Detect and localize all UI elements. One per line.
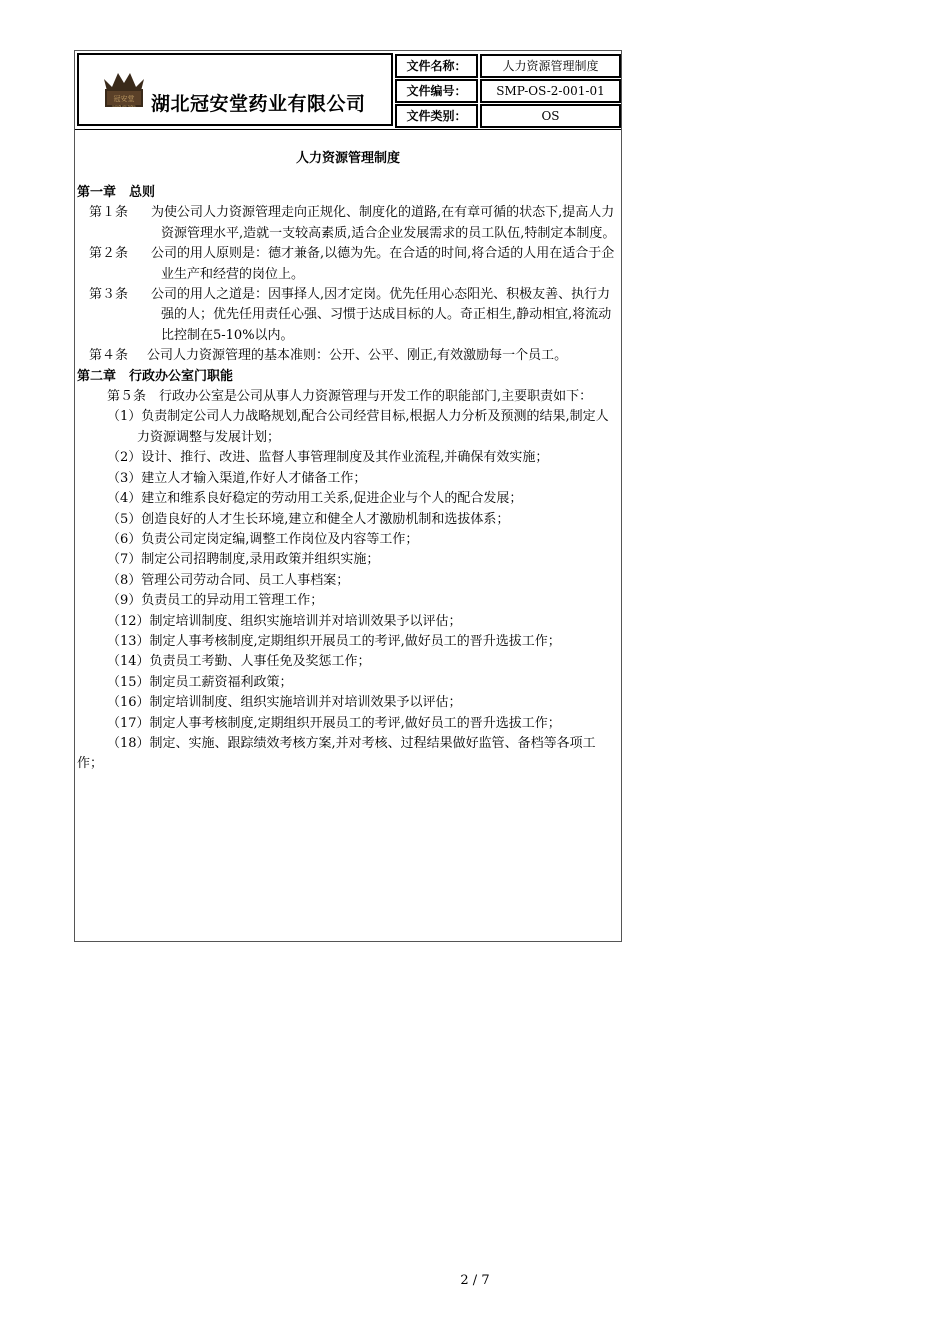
duty-item: （14）负责员工考勤、人事任免及奖惩工作； (107, 654, 371, 670)
logo-text: 冠安堂 (113, 95, 135, 103)
duty-item: （13）制定人事考核制度,定期组织开展员工的考评,做好员工的晋升选拔工作； (107, 633, 561, 649)
article-text: 公司人力资源管理的基本准则：公开、公平、刚正,有效激励每一个员工。 (147, 348, 568, 364)
document-body (77, 183, 621, 775)
company-logo-cell (77, 53, 393, 126)
chapter-heading-2: 第二章 行政办公室门职能 (77, 368, 234, 384)
meta-row-name (395, 54, 621, 78)
logo-subtext: GUAN AN TANG (112, 104, 136, 108)
meta-label-name: 文件名称： (395, 54, 478, 78)
article-label: 第３条 (89, 287, 129, 303)
duty-item: （7）制定公司招聘制度,录用政策并组织实施； (107, 552, 380, 568)
duty-list (77, 407, 621, 774)
meta-row-number (395, 79, 621, 103)
article-2 (77, 244, 621, 285)
duty-item: （8）管理公司劳动合同、员工人事档案； (107, 572, 350, 588)
duty-item: （1）负责制定公司人力战略规划,配合公司经营目标,根据人力分析及预测的结果,制定人力资源调整与发展计划； (107, 409, 609, 445)
meta-value-number: SMP-OS-2-001-01 (480, 79, 621, 103)
article-label: 第１条 (89, 205, 129, 221)
duty-item: （9）负责员工的异动用工管理工作； (107, 593, 324, 609)
article-5-intro: 第５条 行政办公室是公司从事人力资源管理与开发工作的职能部门,主要职责如下： (107, 389, 593, 405)
chapter-heading-1: 第一章 总则 (77, 185, 156, 200)
duty-item: （15）制定员工薪资福利政策； (107, 674, 293, 690)
page-number: 2 / 7 (460, 1273, 490, 1288)
duty-item: （2）设计、推行、改进、监督人事管理制度及其作业流程,并确保有效实施； (107, 450, 549, 466)
article-text: 为使公司人力资源管理走向正规化、制度化的道路,在有章可循的状态下,提高人力资源管理水平,造就一支较高素质,适合企业发展需求的员工队伍,特制定本制度。 (151, 205, 616, 241)
document-title: 人力资源管理制度 (295, 151, 400, 166)
article-text: 公司的用人原则是：德才兼备,以德为先。在合适的时间,将合适的人用在适合于企业生产和经营的岗位上。 (151, 246, 615, 282)
article-text: 公司的用人之道是：因事择人,因才定岗。优先任用心态阳光、积极友善、执行力强的人；优先任用责任心强、习惯于达成目标的人。奇正相生,静动相宜,将流动比控制在5-10%以内。 (151, 287, 612, 343)
article-1 (77, 203, 621, 244)
duty-item: （4）建立和维系良好稳定的劳动用工关系,促进企业与个人的配合发展； (107, 491, 523, 507)
duty-item: （3）建立人才输入渠道,作好人才储备工作； (107, 470, 367, 486)
meta-label-category: 文件类别： (395, 104, 478, 128)
duty-item: （16）制定培训制度、组织实施培训并对培训效果予以评估； (107, 695, 462, 711)
crown-logo-icon (101, 69, 147, 109)
company-name: 湖北冠安堂药业有限公司 (151, 93, 366, 115)
article-4 (77, 346, 621, 366)
article-3 (77, 285, 621, 346)
duty-item: （18）制定、实施、跟踪绩效考核方案,并对考核、过程结果做好监管、备档等各项工作； (77, 735, 596, 772)
duty-item: （12）制定培训制度、组织实施培训并对培训效果予以评估； (107, 613, 462, 629)
meta-value-name: 人力资源管理制度 (480, 54, 621, 78)
article-label: 第２条 (89, 246, 129, 262)
meta-row-category (395, 104, 621, 128)
duty-item: （5）创造良好的人才生长环境,建立和健全人才激励机制和选拔体系； (107, 511, 510, 527)
duty-item: （6）负责公司定岗定编,调整工作岗位及内容等工作； (107, 531, 419, 547)
duty-item: （17）制定人事考核制度,定期组织开展员工的考评,做好员工的晋升选拔工作； (107, 715, 561, 731)
document-header (75, 51, 621, 130)
meta-label-number: 文件编号： (395, 79, 478, 103)
meta-value-category: OS (480, 104, 621, 128)
document-frame (74, 50, 622, 942)
article-label: 第４条 (89, 348, 129, 364)
